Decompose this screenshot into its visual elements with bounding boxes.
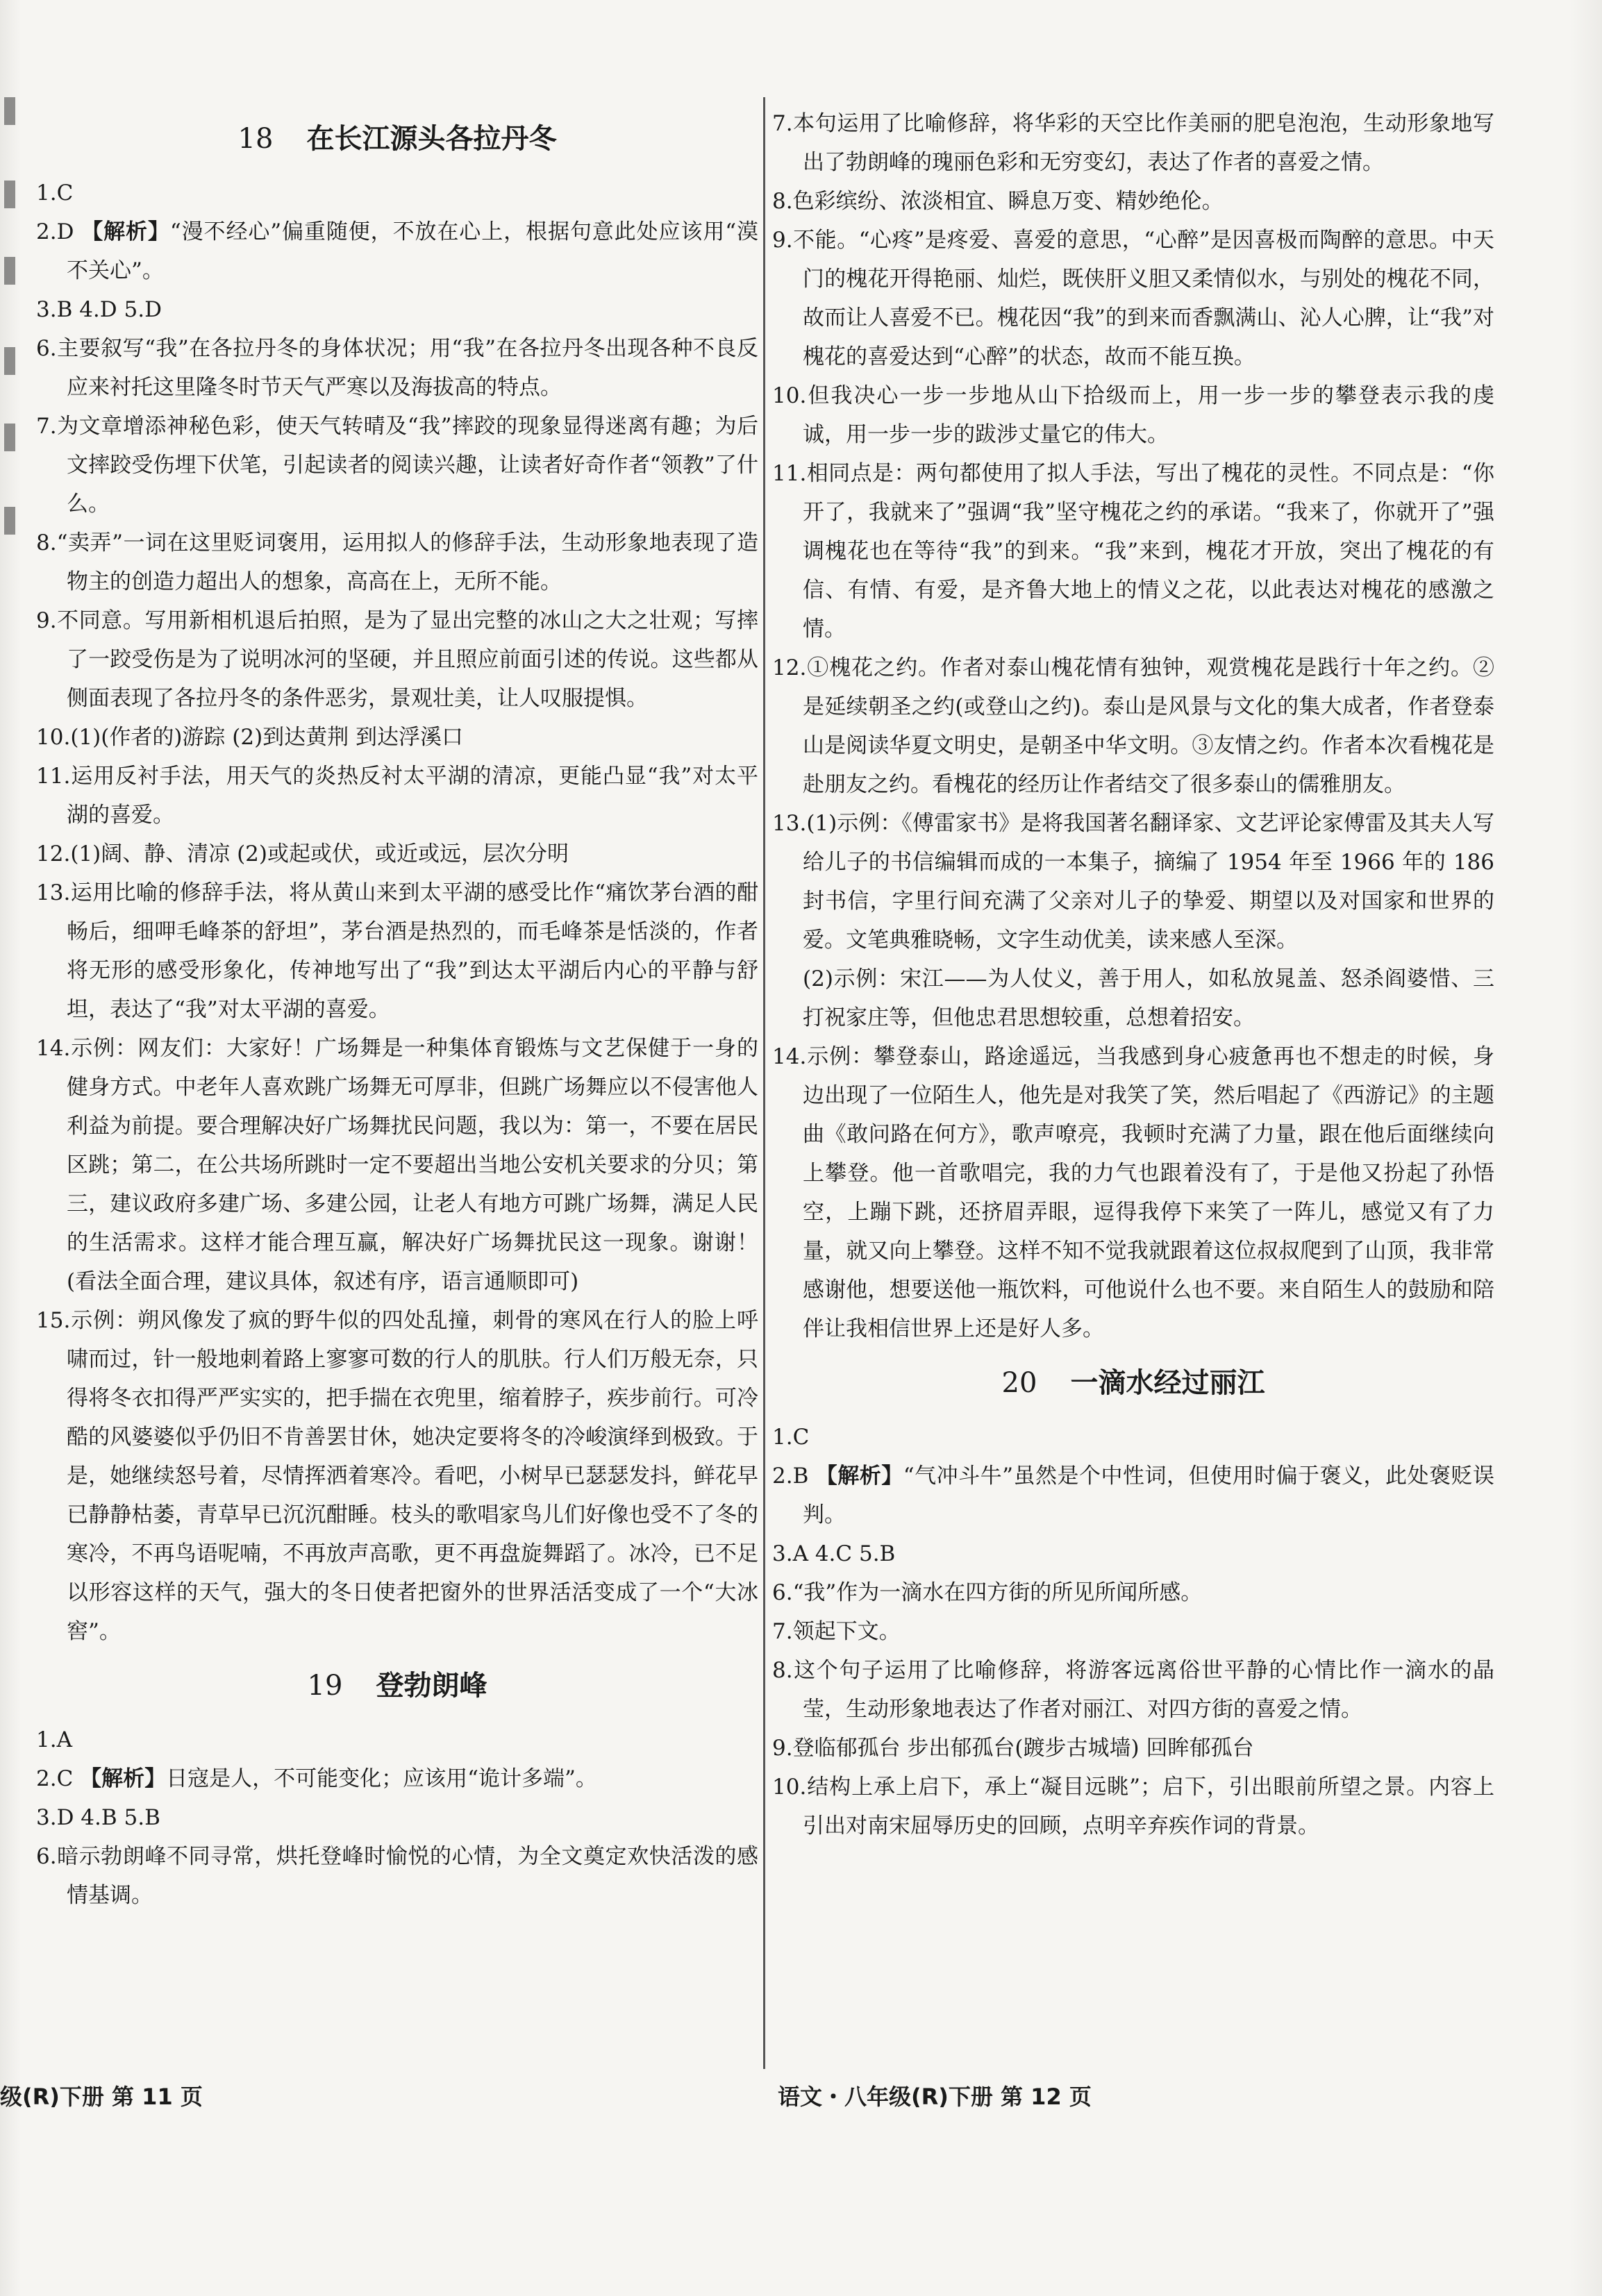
answer-number: 3.	[772, 1541, 793, 1566]
answer-text: “我”作为一滴水在四方街的所见所闻所感。	[792, 1580, 1203, 1605]
section-20-answers	[772, 1418, 1494, 1845]
answer-item	[36, 1301, 758, 1651]
answer-number: 2.	[36, 219, 57, 244]
answer-text: “气冲斗牛”虽然是个中性词，但使用时偏于褒义，此处褒贬误判。	[803, 1464, 1494, 1527]
section-18-answers	[36, 174, 758, 1651]
answer-item	[36, 329, 758, 407]
answer-item	[36, 1029, 758, 1301]
answer-text: 结构上承上启下，承上“凝目远眺”；启下，引出眼前所望之景。内容上引出对南宋屈辱历史的回顾，点明辛弃疾作词的背景。	[803, 1775, 1494, 1838]
answer-item	[36, 1759, 758, 1798]
answer-item	[36, 174, 758, 212]
answer-item	[36, 523, 758, 601]
answer-number: 13.	[36, 880, 71, 905]
answer-item	[772, 960, 1494, 1037]
answer-text: “卖弄”一词在这里贬词褒用，运用拟人的修辞手法，生动形象地表现了造物主的创造力超出人的想象，高高在上，无所不能。	[56, 530, 758, 594]
answer-text: 主要叙写“我”在各拉丹冬的身体状况；用“我”在各拉丹冬出现各种不良反应来衬托这里隆冬时节天气严寒以及海拔高的特点。	[56, 336, 758, 400]
answer-number: 14.	[772, 1044, 807, 1069]
answer-item	[36, 1720, 758, 1759]
answer-number: 6.	[36, 336, 57, 361]
answer-text: A 4.C 5.B	[792, 1541, 896, 1566]
answer-number: 8.	[36, 530, 57, 555]
answer-text: C	[792, 1425, 810, 1450]
analysis-tag: 【解析】	[81, 219, 170, 244]
answer-item	[772, 1729, 1494, 1768]
answer-text: 领起下文。	[792, 1619, 901, 1644]
column-divider	[763, 97, 765, 2069]
analysis-tag: 【解析】	[815, 1464, 903, 1489]
left-column	[36, 104, 758, 1915]
answer-item	[36, 601, 758, 718]
section-18-title: 18 在长江源头各拉丹冬	[237, 123, 557, 155]
answer-text: 相同点是：两句都使用了拟人手法，写出了槐花的灵性。不同点是：“你开了，我就来了”强调“我”坚守槐花之约的承诺。“我来了，你就开了”强调槐花也在等待“我”的到来。“我”来到，槐花才开放，突出了槐花的有信、有情、有爱，是齐鲁大地上的情义之花，以此表达对槐花的感激之情。	[803, 461, 1494, 642]
section-20-title: 20 一滴水经过丽江	[1001, 1367, 1265, 1399]
answer-text: (1)(作者的)游踪 (2)到达黄荆 到达浮溪口	[70, 725, 464, 750]
section-19-title: 19 登勃朗峰	[307, 1670, 487, 1702]
answer-number: 9.	[772, 1736, 793, 1761]
answer-number: 11.	[772, 461, 807, 486]
answer-item	[772, 1612, 1494, 1651]
answer-number: 12.	[772, 655, 807, 680]
answer-item	[772, 1534, 1494, 1573]
answer-item	[36, 1798, 758, 1837]
answer-text: 运用反衬手法，用天气的炎热反衬太平湖的清凉，更能凸显“我”对太平湖的喜爱。	[67, 764, 758, 828]
answer-text: 示例：攀登泰山，路途遥远，当我感到身心疲惫再也不想走的时候，身边出现了一位陌生人，他先是对我笑了笑，然后唱起了《西游记》的主题曲《敢问路在何方》，歌声嘹亮，我顿时充满了力量，跟在他后面继续向上攀登。他一首歌唱完，我的力气也跟着没有了，于是他又扮起了孙悟空，上蹦下跳，还挤眉弄眼，逗得我停下来笑了一阵儿，感觉又有了力量，就又向上攀登。这样不知不觉我就跟着这位叔叔爬到了山顶，我非常感谢他，想要送他一瓶饮料，可他说什么也不要。来自陌生人的鼓励和陪伴让我相信世界上还是好人多。	[803, 1044, 1494, 1341]
answer-number: 8.	[772, 189, 793, 214]
answer-text: D 4.B 5.B	[56, 1805, 160, 1830]
answer-number: 10.	[36, 725, 71, 750]
right-column	[772, 104, 1494, 1845]
answer-item	[36, 757, 758, 835]
answer-choice: C	[56, 1766, 81, 1791]
analysis-tag: 【解析】	[80, 1766, 167, 1791]
answer-text: 不同意。写用新相机退后拍照，是为了显出完整的冰山之大之壮观；写摔了一跤受伤是为了说明冰河的坚硬，并且照应前面引述的传说。这些都从侧面表现了各拉丹冬的条件恶劣，景观壮美，让人叹服提惧。	[56, 608, 758, 711]
answer-number: 3.	[36, 1805, 57, 1830]
answer-choice: D	[56, 219, 82, 244]
answer-text: 登临郁孤台 步出郁孤台(踱步古城墙) 回眸郁孤台	[792, 1736, 1254, 1761]
answer-text: 暗示勃朗峰不同寻常，烘托登峰时愉悦的心情，为全文奠定欢快活泼的感情基调。	[56, 1844, 758, 1908]
answer-text: (2)示例：宋江——为人仗义，善于用人，如私放晁盖、怒杀阎婆惜、三打祝家庄等，但他忠君思想较重，总想着招安。	[803, 966, 1494, 1030]
answer-text: (1)阔、静、清凉 (2)或起或伏，或近或远，层次分明	[70, 841, 569, 866]
answer-number: 12.	[36, 841, 71, 866]
answer-text: B 4.D 5.D	[56, 297, 162, 322]
answer-number: 1.	[772, 1425, 793, 1450]
answer-number: 3.	[36, 297, 57, 322]
answer-text: C	[56, 181, 74, 206]
section-19-answers-part1	[36, 1720, 758, 1915]
answer-number: 7.	[772, 111, 793, 136]
answer-text: 本句运用了比喻修辞，将华彩的天空比作美丽的肥皂泡泡，生动形象地写出了勃朗峰的瑰丽色彩和无穷变幻，表达了作者的喜爱之情。	[792, 111, 1494, 175]
answer-number: 7.	[772, 1619, 793, 1644]
answer-text: 不能。“心疼”是疼爱、喜爱的意思，“心醉”是因喜极而陶醉的意思。中天门的槐花开得艳丽、灿烂，既侠肝义胆又柔情似水，与别处的槐花不同，故而让人喜爱不已。槐花因“我”的到来而香飘满山、沁人心脾，让“我”对槐花的喜爱达到“心醉”的状态，故而不能互换。	[792, 228, 1494, 369]
answer-number: 10.	[772, 1775, 807, 1800]
answer-item	[772, 1768, 1494, 1845]
answer-text: A	[56, 1727, 72, 1752]
answer-choice: B	[792, 1464, 816, 1489]
answer-item	[36, 873, 758, 1029]
answer-item	[36, 290, 758, 329]
answer-item	[772, 104, 1494, 182]
answer-number: 9.	[772, 228, 793, 253]
answer-item	[772, 648, 1494, 804]
answer-item	[36, 835, 758, 873]
answer-item	[772, 1573, 1494, 1612]
answer-number: 15.	[36, 1308, 71, 1333]
answer-item	[772, 376, 1494, 454]
answer-text: 运用比喻的修辞手法，将从黄山来到太平湖的感受比作“痛饮茅台酒的酣畅后，细呷毛峰茶的舒坦”，茅台酒是热烈的，而毛峰茶是恬淡的，作者将无形的感受形象化，传神地写出了“我”到达太平湖后内心的平静与舒坦，表达了“我”对太平湖的喜爱。	[67, 880, 758, 1022]
answer-text: 示例：网友们：大家好！广场舞是一种集体育锻炼与文艺保健于一身的健身方式。中老年人喜欢跳广场舞无可厚非，但跳广场舞应以不侵害他人利益为前提。要合理解决好广场舞扰民问题，我以为：第一，不要在居民区跳；第二，在公共场所跳时一定不要超出当地公安机关要求的分贝；第三，建议政府多建广场、多建公园，让老人有地方可跳广场舞，满足人民的生活需求。这样才能合理互赢，解决好广场舞扰民这一现象。谢谢！(看法全面合理，建议具体，叙述有序，语言通顺即可)	[67, 1036, 758, 1294]
answer-number: 9.	[36, 608, 57, 633]
answer-item	[772, 1418, 1494, 1457]
answer-item	[772, 182, 1494, 221]
answer-text: 色彩缤纷、浓淡相宜、瞬息万变、精妙绝伦。	[792, 189, 1224, 214]
answer-number: 2.	[36, 1766, 57, 1791]
footer-left: 级(R)下册 第 11 页	[0, 2084, 203, 2110]
answer-item	[36, 1837, 758, 1915]
answer-item	[36, 212, 758, 290]
answer-item	[36, 407, 758, 523]
answer-text: ①槐花之约。作者对泰山槐花情有独钟，观赏槐花是践行十年之约。②是延续朝圣之约(或登山之约)。泰山是风景与文化的集大成者，作者登泰山是阅读华夏文明史，是朝圣中华文明。③友情之约。作者本次看槐花是赴朋友之约。看槐花的经历让作者结交了很多泰山的儒雅朋友。	[803, 655, 1494, 797]
answer-item	[772, 221, 1494, 376]
answer-number: 7.	[36, 414, 57, 439]
answer-text: 日寇是人，不可能变化；应该用“诡计多端”。	[166, 1766, 597, 1791]
answer-text: “漫不经心”偏重随便，不放在心上，根据句意此处应该用“漠不关心”。	[67, 219, 759, 283]
answer-text: 示例：朔风像发了疯的野牛似的四处乱撞，刺骨的寒风在行人的脸上呼啸而过，针一般地刺着路上寥寥可数的行人的肌肤。行人们万般无奈，只得将冬衣扣得严严实实的，把手揣在衣兜里，缩着脖子，疾步前行。可冷酷的风婆婆似乎仍旧不肯善罢甘休，她决定要将冬的冷峻演绎到极致。于是，她继续怒号着，尽情挥洒着寒冷。看吧，小树早已瑟瑟发抖，鲜花早已静静枯萎，青草早已沉沉酣睡。枝头的歌唱家鸟儿们好像也受不了冬的寒冷，不再鸟语呢喃，不再放声高歌，更不再盘旋舞蹈了。冰冷，已不足以形容这样的天气，强大的冬日使者把窗外的世界活活变成了一个“大冰窖”。	[67, 1308, 758, 1644]
answer-text: 这个句子运用了比喻修辞，将游客远离俗世平静的心情比作一滴水的晶莹，生动形象地表达了作者对丽江、对四方街的喜爱之情。	[792, 1658, 1494, 1722]
answer-number: 6.	[36, 1844, 57, 1869]
answer-item	[772, 804, 1494, 960]
answer-number: 1.	[36, 1727, 57, 1752]
answer-text: 但我决心一步一步地从山下拾级而上，用一步一步的攀登表示我的虔诚，用一步一步的跋涉丈量它的伟大。	[803, 383, 1494, 447]
answer-text: (1)示例：《傅雷家书》是将我国著名翻译家、文艺评论家傅雷及其夫人写给儿子的书信编辑而成的一本集子，摘编了 1954 年至 1966 年的 186 封书信，字里行间充满了父亲对儿子的挚爱、期望以及对国家和世界的爱。文笔典雅晓畅，文字生动优美，读来感人至深。	[803, 811, 1494, 953]
answer-text: 为文章增添神秘色彩，使天气转晴及“我”摔跤的现象显得迷离有趣；为后文摔跤受伤埋下伏笔，引起读者的阅读兴趣，让读者好奇作者“领教”了什么。	[56, 414, 758, 517]
answer-item	[772, 1037, 1494, 1348]
answer-number: 8.	[772, 1658, 793, 1683]
answer-number: 13.	[772, 811, 807, 836]
footer-right: 语文・八年级(R)下册 第 12 页	[778, 2084, 1092, 2110]
answer-item	[772, 1457, 1494, 1534]
answer-number: 1.	[36, 181, 57, 206]
answer-number: 10.	[772, 383, 807, 408]
section-19-answers-part2	[772, 104, 1494, 1348]
answer-number: 11.	[36, 764, 71, 789]
answer-number: 14.	[36, 1036, 71, 1061]
answer-item	[36, 718, 758, 757]
answer-number: 2.	[772, 1464, 793, 1489]
answer-item	[772, 454, 1494, 648]
answer-item	[772, 1651, 1494, 1729]
binding-margin	[0, 97, 21, 2111]
answer-number: 6.	[772, 1580, 793, 1605]
